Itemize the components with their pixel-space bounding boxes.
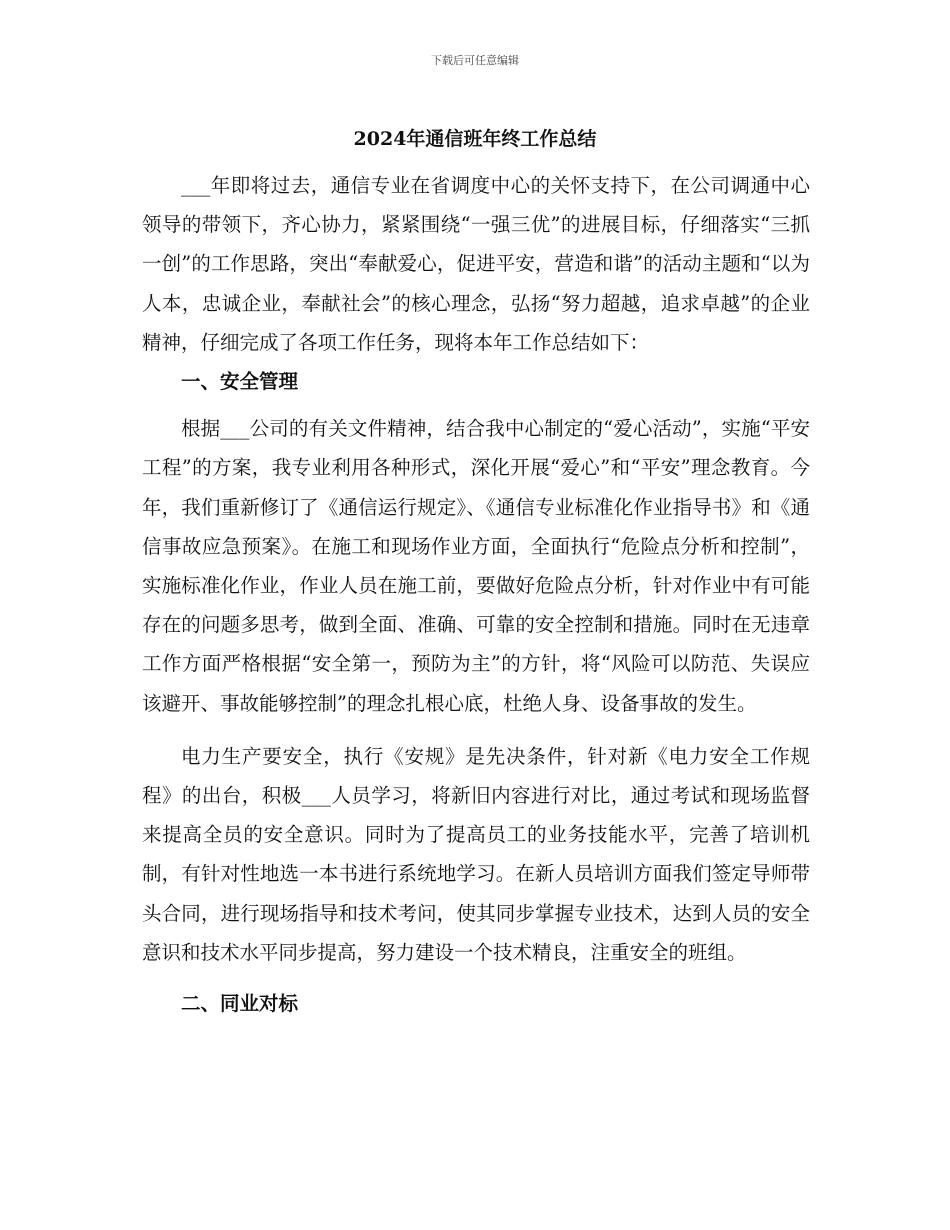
page-header: 下载后可任意编辑 — [431, 54, 519, 67]
safety-paragraph-1: 根据___公司的有关文件精神，结合我中心制定的“爱心活动”，实施“平安工程”的方案，我专业利用各种形式，深化开展“爱心”和“平安”理念教育。今年，我们重新修订了《通信运行规定》、《通信专业标准化作业指导书》和《通信事故应急预案》。在施工和现场作业方面，全面执行“危险点分析和控制”，实施标准化作业，作业人员在施工前，要做好危险点分析，针对作业中有可能存在的问题多思考，做到全面、准确、可靠的安全控制和措施。同时在无违章工作方面严格根据“安全第一，预防为主”的方针，将“风险可以防范、失误应该避开、事故能够控制”的理念扎根心底，杜绝人身、设备事故的发生。 — [142, 417, 810, 715]
section-heading-safety: 一、安全管理 — [181, 370, 299, 394]
document-body — [142, 166, 810, 1023]
safety-paragraph-2: 电力生产要安全，执行《安规》是先决条件，针对新《电力安全工作规程》的出台，积极___人员学习，将新旧内容进行对比，通过考试和现场监督来提高全员的安全意识。同时为了提高员工的业务技能水平，完善了培训机制，有针对性地选一本书进行系统地学习。在新人员培训方面我们签定导师带头合同，进行现场指导和技术考问，使其同步掌握专业技术，达到人员的安全意识和技术水平同步提高，努力建设一个技术精良，注重安全的班组。 — [142, 744, 810, 964]
section-heading-benchmark: 二、同业对标 — [181, 992, 299, 1016]
intro-paragraph: ___年即将过去，通信专业在省调度中心的关怀支持下，在公司调通中心领导的带领下，齐心协力，紧紧围绕“一强三优”的进展目标，仔细落实“三抓一创”的工作思路，突出“奉献爱心，促进平安，营造和谐”的活动主题和“以为人本，忠诚企业，奉献社会”的核心理念，弘扬“努力超越，追求卓越”的企业精神，仔细完成了各项工作任务，现将本年工作总结如下： — [142, 174, 810, 354]
document-title: 2024年通信班年终工作总结 — [353, 128, 597, 150]
